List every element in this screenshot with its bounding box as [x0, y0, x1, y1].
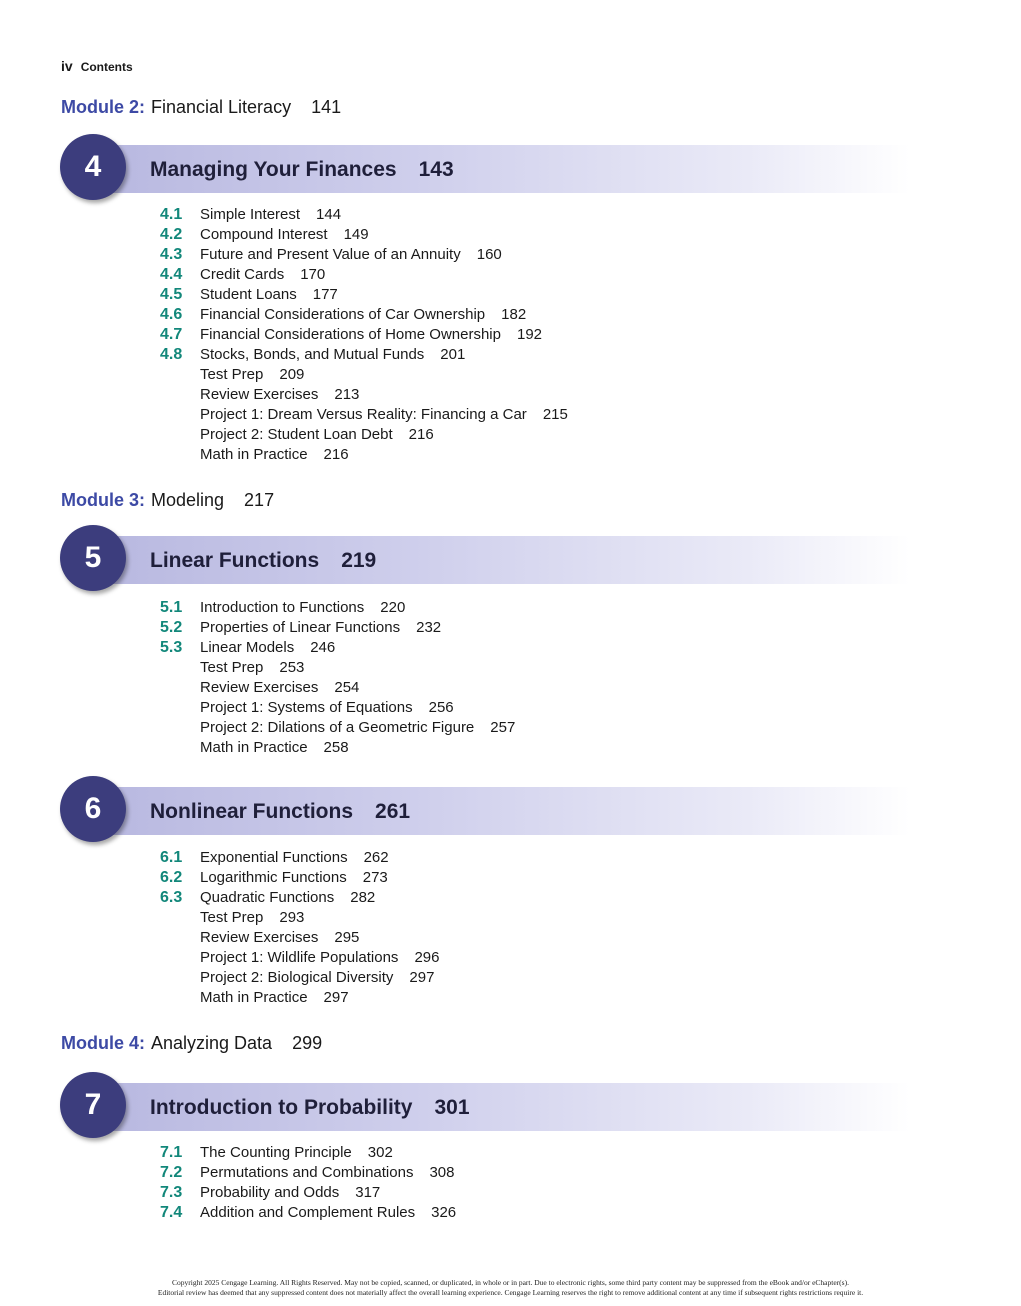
- running-head-title: Contents: [80, 60, 133, 74]
- chapter-number-badge: 7: [60, 1072, 126, 1138]
- toc-entry[interactable]: Review Exercises 295: [200, 929, 360, 946]
- copyright-line-1: Copyright 2025 Cengage Learning. All Rights Reserved. May not be copied, scanned, or duplicated, in whole or in part. Due to electronic rights, some third party content may be suppressed from the eBook and/or eChapter(s).: [172, 1278, 849, 1287]
- chapter-number-badge: 6: [60, 776, 126, 842]
- chapter-banner: [60, 776, 910, 846]
- chapter-title: Linear Functions 219: [150, 549, 377, 572]
- toc-entry[interactable]: Test Prep 253: [200, 659, 305, 676]
- toc-entry[interactable]: 5.1 Introduction to Functions 220: [160, 599, 406, 616]
- toc-entry[interactable]: Project 1: Systems of Equations 256: [200, 699, 454, 716]
- chapter-title: Nonlinear Functions 261: [150, 800, 411, 823]
- module-label: Module 2:: [61, 97, 145, 117]
- chapter-banner: [60, 134, 910, 204]
- toc-entry[interactable]: Math in Practice 258: [200, 739, 349, 756]
- module-label: Module 3:: [61, 490, 145, 510]
- toc-entry[interactable]: 7.4 Addition and Complement Rules 326: [160, 1204, 457, 1221]
- toc-entry[interactable]: 6.1 Exponential Functions 262: [160, 849, 389, 866]
- chapter-title: Introduction to Probability 301: [150, 1096, 470, 1119]
- module-title: Analyzing Data: [151, 1033, 273, 1053]
- copyright-notice: [0, 1278, 1021, 1298]
- toc-entry[interactable]: 6.2 Logarithmic Functions 273: [160, 869, 388, 886]
- toc-entry[interactable]: 4.7 Financial Considerations of Home Ownership 192: [160, 326, 543, 343]
- toc-entry[interactable]: 4.4 Credit Cards 170: [160, 266, 326, 283]
- module-heading: [61, 97, 341, 118]
- module-label: Module 4:: [61, 1033, 145, 1053]
- chapter-number-badge: 5: [60, 525, 126, 591]
- module-heading: [61, 1033, 322, 1054]
- chapter-page: 143: [418, 158, 454, 181]
- toc-entry[interactable]: Project 2: Student Loan Debt 216: [200, 426, 434, 443]
- toc-entry[interactable]: Project 2: Biological Diversity 297: [200, 969, 435, 986]
- module-page: 217: [244, 490, 275, 510]
- chapter-page: 301: [434, 1096, 470, 1119]
- toc-entry[interactable]: 4.6 Financial Considerations of Car Ownership 182: [160, 306, 527, 323]
- module-heading: [61, 490, 274, 511]
- chapter-page: 219: [341, 549, 377, 572]
- toc-entry[interactable]: 7.3 Probability and Odds 317: [160, 1184, 381, 1201]
- chapter-banner: [60, 1072, 910, 1142]
- toc-entry[interactable]: 4.1 Simple Interest 144: [160, 206, 342, 223]
- toc-entry[interactable]: 4.2 Compound Interest 149: [160, 226, 369, 243]
- toc-entry[interactable]: Math in Practice 216: [200, 446, 349, 463]
- running-head: [61, 58, 133, 74]
- chapter-entries: [160, 205, 568, 465]
- toc-entry[interactable]: 7.2 Permutations and Combinations 308: [160, 1164, 455, 1181]
- chapter-title: Managing Your Finances 143: [150, 158, 454, 181]
- chapter-entries: [160, 1143, 456, 1223]
- copyright-line-2: Editorial review has deemed that any suppressed content does not materially affect the overall learning experience. Cengage Learning reserves the right to remove additional content at any time if subsequent rights restrictions require it.: [157, 1288, 864, 1297]
- toc-entry[interactable]: 6.3 Quadratic Functions 282: [160, 889, 376, 906]
- toc-entry[interactable]: 4.3 Future and Present Value of an Annuity 160: [160, 246, 502, 263]
- toc-entry[interactable]: 5.3 Linear Models 246: [160, 639, 336, 656]
- toc-entry[interactable]: Project 1: Dream Versus Reality: Financing a Car 215: [200, 406, 568, 423]
- toc-entry[interactable]: Test Prep 293: [200, 909, 305, 926]
- toc-entry[interactable]: Test Prep 209: [200, 366, 305, 383]
- toc-entry[interactable]: 4.5 Student Loans 177: [160, 286, 338, 303]
- chapter-number-badge: 4: [60, 134, 126, 200]
- module-title: Modeling: [151, 490, 225, 510]
- toc-entry[interactable]: 4.8 Stocks, Bonds, and Mutual Funds 201: [160, 346, 466, 363]
- chapter-banner: [60, 525, 910, 595]
- module-page: 141: [311, 97, 342, 117]
- module-page: 299: [292, 1033, 323, 1053]
- chapter-page: 261: [375, 800, 411, 823]
- toc-entry[interactable]: 7.1 The Counting Principle 302: [160, 1144, 393, 1161]
- toc-entry[interactable]: Review Exercises 254: [200, 679, 360, 696]
- toc-entry[interactable]: Math in Practice 297: [200, 989, 349, 1006]
- toc-entry[interactable]: Project 1: Wildlife Populations 296: [200, 949, 440, 966]
- page-number: iv: [61, 58, 73, 74]
- chapter-entries: [160, 598, 515, 758]
- module-title: Financial Literacy: [151, 97, 292, 117]
- toc-entry[interactable]: Review Exercises 213: [200, 386, 360, 403]
- chapter-entries: [160, 848, 439, 1008]
- toc-entry[interactable]: Project 2: Dilations of a Geometric Figure 257: [200, 719, 516, 736]
- toc-entry[interactable]: 5.2 Properties of Linear Functions 232: [160, 619, 442, 636]
